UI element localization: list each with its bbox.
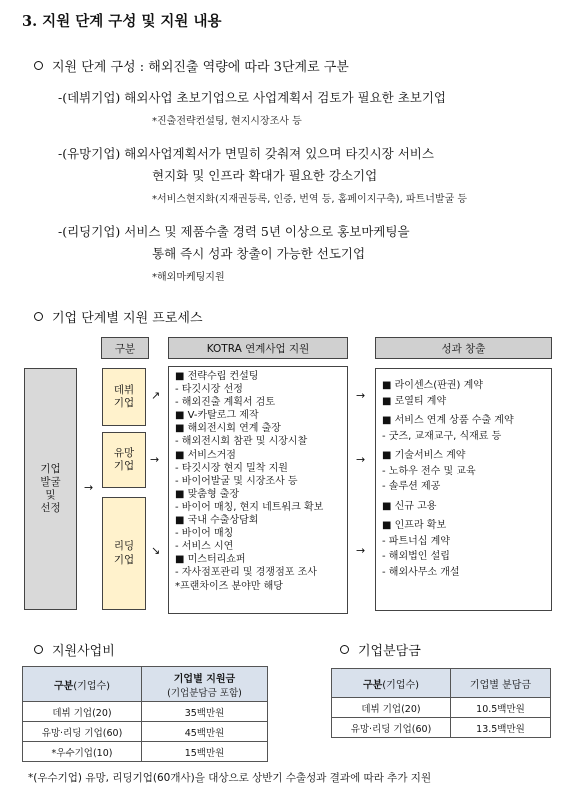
result-item: ■ 신규 고용 [382, 500, 437, 512]
support-item: ■ 해외전시회 연계 출장 [175, 423, 281, 435]
support-cost-header-col1: 구분(기업수) [23, 667, 142, 702]
circle-bullet-icon [34, 61, 43, 70]
result-item: - 파트너십 계약 [382, 535, 450, 547]
leading-description-2: 통해 즉시 성과 창출이 가능한 선도기업 [152, 246, 366, 261]
discovery-box [24, 368, 77, 610]
result-item: ■ 서비스 연계 상품 수출 계약 [382, 415, 514, 426]
stage-label: 기업 [113, 397, 135, 409]
cell-category: 유망·리딩 기업(60) [332, 718, 451, 738]
cell-amount: 15백만원 [142, 742, 268, 762]
table-row [23, 742, 268, 762]
arrow-down-right-icon: ↘ [151, 544, 161, 557]
header-kotra: KOTRA 연계사업 지원 [168, 337, 348, 359]
section-title-process [34, 307, 203, 326]
section-title-text: 기업분담금 [358, 644, 421, 659]
section-title-support-cost [34, 640, 115, 659]
company-share-table [331, 668, 551, 738]
discovery-line: 선정 [40, 502, 61, 515]
stage-label: 리딩 [113, 540, 135, 553]
cell-category: 데뷔 기업(20) [23, 702, 142, 722]
stage-label: 데뷔 [113, 383, 135, 396]
support-item: ■ V-카탈로그 제작 [175, 410, 259, 422]
cell-category: 데뷔 기업(20) [332, 698, 451, 718]
result-item: ■ 인프라 확보 [382, 520, 447, 531]
table-row [332, 698, 551, 718]
company-share-header-col2: 기업별 분담금 [451, 669, 551, 698]
support-item: - 자사점포관리 및 경쟁점포 조사 [175, 567, 317, 579]
cell-category: *우수기업(10) [23, 742, 142, 762]
support-item: ■ 미스터리쇼퍼 [175, 554, 246, 566]
stage-debut [102, 368, 146, 426]
company-share-header-col1: 구분(기업수) [332, 669, 451, 698]
section-title-company-share [340, 640, 421, 659]
promising-description: -(유망기업) 해외사업계획서가 면밀히 갖춰져 있으며 타깃시장 서비스 [58, 146, 434, 161]
arrow-right-icon: → [356, 453, 366, 466]
discovery-line: 발굴 [40, 475, 61, 488]
table-row [23, 702, 268, 722]
result-item: ■ 기술서비스 계약 [382, 450, 466, 461]
arrow-right-icon: → [356, 544, 366, 557]
stage-label: 유망 [113, 446, 135, 459]
header-result: 성과 창출 [375, 337, 552, 359]
support-item: - 바이어 매칭, 현지 네트워크 확보 [175, 501, 324, 513]
section-title-stages [34, 56, 349, 75]
results-list [375, 368, 552, 611]
table-row [23, 722, 268, 742]
section-title-text: 지원 단계 구성 : 해외진출 역량에 따라 3단계로 구분 [52, 60, 349, 75]
support-item: *프랜차이즈 분야만 해당 [175, 580, 283, 592]
page-heading: 3. 지원 단계 구성 및 지원 내용 [22, 13, 222, 30]
support-item: ■ 국내 수출상담회 [175, 515, 259, 527]
cell-category: 유망·리딩 기업(60) [23, 722, 142, 742]
stage-label: 기업 [113, 460, 135, 472]
arrow-right-icon: → [356, 389, 366, 402]
cell-amount: 45백만원 [142, 722, 268, 742]
arrow-up-right-icon: ↗ [151, 389, 161, 402]
footnote: *(우수기업) 유망, 리딩기업(60개사)을 대상으로 상반기 수출성과 결과에 따라 추가 지원 [28, 772, 432, 784]
promising-description-2: 현지화 및 인프라 확대가 필요한 강소기업 [152, 168, 378, 183]
result-item: - 솔루션 제공 [382, 481, 441, 492]
support-cost-header-col2: 기업별 지원금 (기업분담금 포함) [142, 667, 268, 702]
stage-label: 기업 [113, 553, 135, 566]
cell-amount: 10.5백만원 [451, 698, 551, 718]
cell-amount: 35백만원 [142, 702, 268, 722]
leading-note: *해외마케팅지원 [152, 272, 225, 283]
stage-promising [102, 432, 146, 488]
header-stage: 구분 [101, 337, 149, 359]
support-item: - 바이어 매칭 [175, 528, 234, 540]
kotra-support-list [168, 366, 348, 614]
promising-note: *서비스현지화(지재권등록, 인증, 번역 등, 홈페이지구축), 파트너발굴 등 [152, 194, 468, 205]
support-item: - 서비스 시연 [175, 541, 234, 553]
support-cost-table [22, 666, 268, 762]
cell-amount: 13.5백만원 [451, 718, 551, 738]
section-title-text: 지원사업비 [52, 644, 115, 659]
result-item: - 해외사무소 개설 [382, 566, 460, 578]
stage-leading [102, 497, 146, 610]
support-item: - 타깃시장 현지 밀착 지원 [175, 462, 288, 474]
arrow-right-icon: → [84, 481, 94, 494]
debut-note: *진출전략컨설팅, 현지시장조사 등 [152, 116, 302, 127]
support-item: - 바이어발굴 및 시장조사 등 [175, 475, 298, 487]
result-item: - 굿즈, 교재교구, 식재료 등 [382, 430, 502, 442]
result-item: - 노하우 전수 및 교육 [382, 465, 476, 477]
discovery-line: 기업 [40, 462, 61, 475]
support-item: ■ 서비스거점 [175, 449, 236, 461]
circle-bullet-icon [34, 312, 43, 321]
circle-bullet-icon [34, 645, 43, 654]
support-item: - 해외전시회 참관 및 시장시찰 [175, 436, 308, 448]
result-item: ■ 로열티 계약 [382, 395, 447, 407]
support-item: ■ 맞춤형 출장 [175, 488, 240, 500]
support-item: - 타깃시장 선정 [175, 384, 243, 396]
support-item: - 해외진출 계획서 검토 [175, 397, 276, 409]
result-item: - 해외법인 설립 [382, 551, 450, 562]
circle-bullet-icon [340, 645, 349, 654]
leading-description: -(리딩기업) 서비스 및 제품수출 경력 5년 이상으로 홍보마케팅을 [58, 224, 410, 239]
support-item: ■ 전략수립 컨설팅 [175, 371, 259, 382]
arrow-right-icon: → [150, 453, 160, 466]
debut-description: -(데뷔기업) 해외사업 초보기업으로 사업계획서 검토가 필요한 초보기업 [58, 90, 446, 105]
section-title-text: 기업 단계별 지원 프로세스 [52, 311, 203, 326]
discovery-line: 및 [45, 489, 56, 501]
result-item: ■ 라이센스(판권) 계약 [382, 380, 483, 391]
table-row [332, 718, 551, 738]
